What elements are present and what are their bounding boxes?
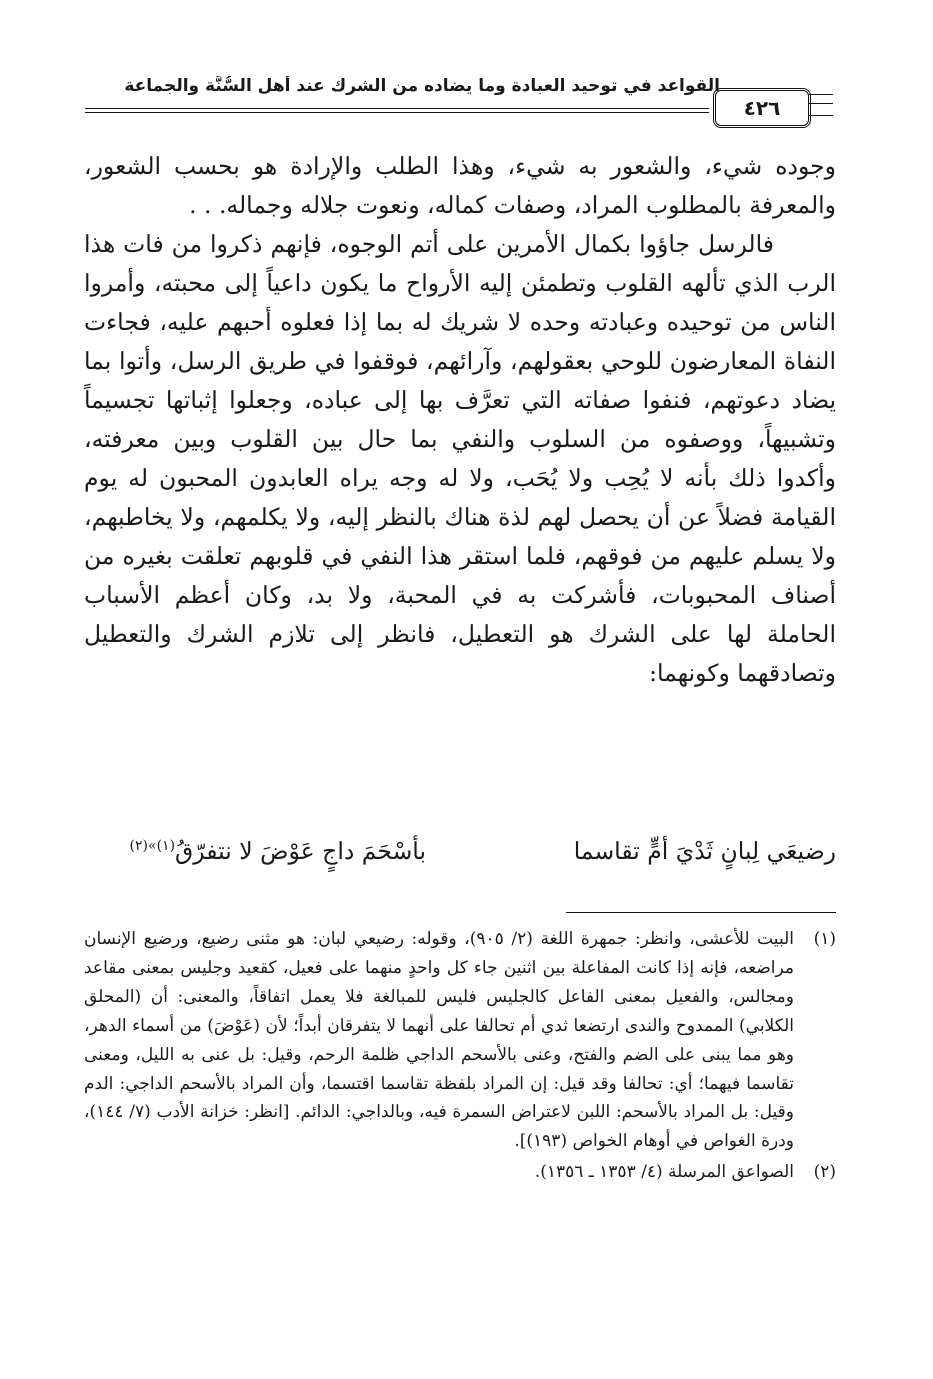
verse-second-hemistich — [130, 832, 426, 871]
verse-text: بأسْحَمَ داجٍ عَوْضَ لا نتفرّقُ — [175, 837, 426, 865]
footnote-text: الصواعق المرسلة (٤/ ١٣٥٣ ـ ١٣٥٦). — [534, 1162, 794, 1183]
main-text — [84, 147, 836, 693]
paragraph: وجوده شيء، والشعور به شيء، وهذا الطلب والإرادة هو بحسب الشعور، والمعرفة بالمطلوب المراد، وصفات كماله، ونعوت جلاله وجماله. . . — [84, 152, 836, 219]
paragraph: فالرسل جاؤوا بكمال الأمرين على أتم الوجوه، فإنهم ذكروا من فات هذا الرب الذي تألهه القلوب وتطمئن إليه الأرواح ما يكون داعياً إلى محبته، وأمروا الناس من توحيده وعبادته وحده لا شريك له بما إذا فعلوه أحبهم عليه، فجاءت النفاة المعارضون للوحي بعقولهم، وآرائهم، فوقفوا في طريق الرسل، وأتوا بما يضاد دعوتهم، فنفوا صفاته التي تعرَّف بها إلى عباده، وجعلوا إثباتها تجسيماً وتشبيهاً، ووصفوه من السلوب والنفي بما حال بين القلوب وبين معرفته، وأكدوا ذلك بأنه لا يُحِب ولا يُحَب، ولا له وجه يراه العابدون المحبون له يوم القيامة فضلاً عن أن يحصل لهم لذة هناك بالنظر إليه، ولا يكلمهم، ولا يخاطبهم، ولا يسلم عليهم من فوقهم، فلما استقر هذا النفي في قلوبهم تعلقت بغيره من أصناف المحبوبات، فأشركت به في المحبة، ولا بد، وكان أعظم الأسباب الحاملة لها على الشرك هو التعطيل، فانظر إلى تلازم الشرك والتعطيل وتصادقهما وكونهما: — [84, 230, 836, 687]
footnote-separator — [566, 912, 836, 913]
footnote-text: البيت للأعشى، وانظر: جمهرة اللغة (٢/ ٩٠٥)، وقوله: رضيعي لبان: هو مثنى رضيع، ورضيع الإنسان مراضعه، فإنه إذا كانت المفاعلة بين اثنين جاء كل واحدٍ منهما على فعيل، كقعيد وجليس بمعنى مقاعد ومجالس، والفعيل بمعنى الفاعل كالجليس فليس للمبالغة فلا يعمل اتفاقاً، والمعنى: أن (المحلق الكلابي) الممدوح والندى ارتضعا ثدي أم تحالفا على أنهما لا يتفرقان أبداً؛ لأن (عَوْضَ) من أسماء الدهر، وهو مما يبنى على الضم والفتح، وعنى بالأسحم الداجي ظلمة الرحم، وقيل: بل عنى به الليل، ومعنى تقاسما فيهما؛ أي: تحالفا وقد قيل: إن المراد بلفظة تقاسما اقتسما، وأن المراد بالأسحم الداجي: الدم وقيل: بل المراد بالأسحم: اللبن لاعتراض السمرة فيه، وبالداجي: الدائم. [انظر: خزانة الأدب (٧/ ١٤٤)، ودرة الغواص في أوهام الخواص (١٩٣)]. — [84, 929, 794, 1152]
verse-first-hemistich — [574, 832, 836, 871]
header-rule — [85, 112, 709, 113]
page-number-frame — [713, 88, 811, 128]
page-number: ٤٢٦ — [743, 96, 781, 120]
page-number-ornament — [809, 94, 833, 116]
running-header — [75, 72, 835, 134]
footnote — [84, 1158, 836, 1187]
footnote-number: (١) — [813, 929, 836, 949]
header-rule — [85, 108, 709, 109]
footnote-reference[interactable]: »(٢) — [129, 838, 157, 855]
footnote-reference[interactable]: (١) — [156, 838, 176, 855]
header-title: القواعد في توحيد العبادة وما يضاده من الشرك عند أهل السُّنَّة والجماعة — [124, 76, 720, 96]
footnote-number: (٢) — [813, 1162, 836, 1183]
footnote — [84, 925, 836, 1156]
footnotes — [84, 925, 836, 1187]
verse-text: رضيعَي لِبانٍ ثَدْيَ أمٍّ تقاسما — [573, 837, 836, 865]
